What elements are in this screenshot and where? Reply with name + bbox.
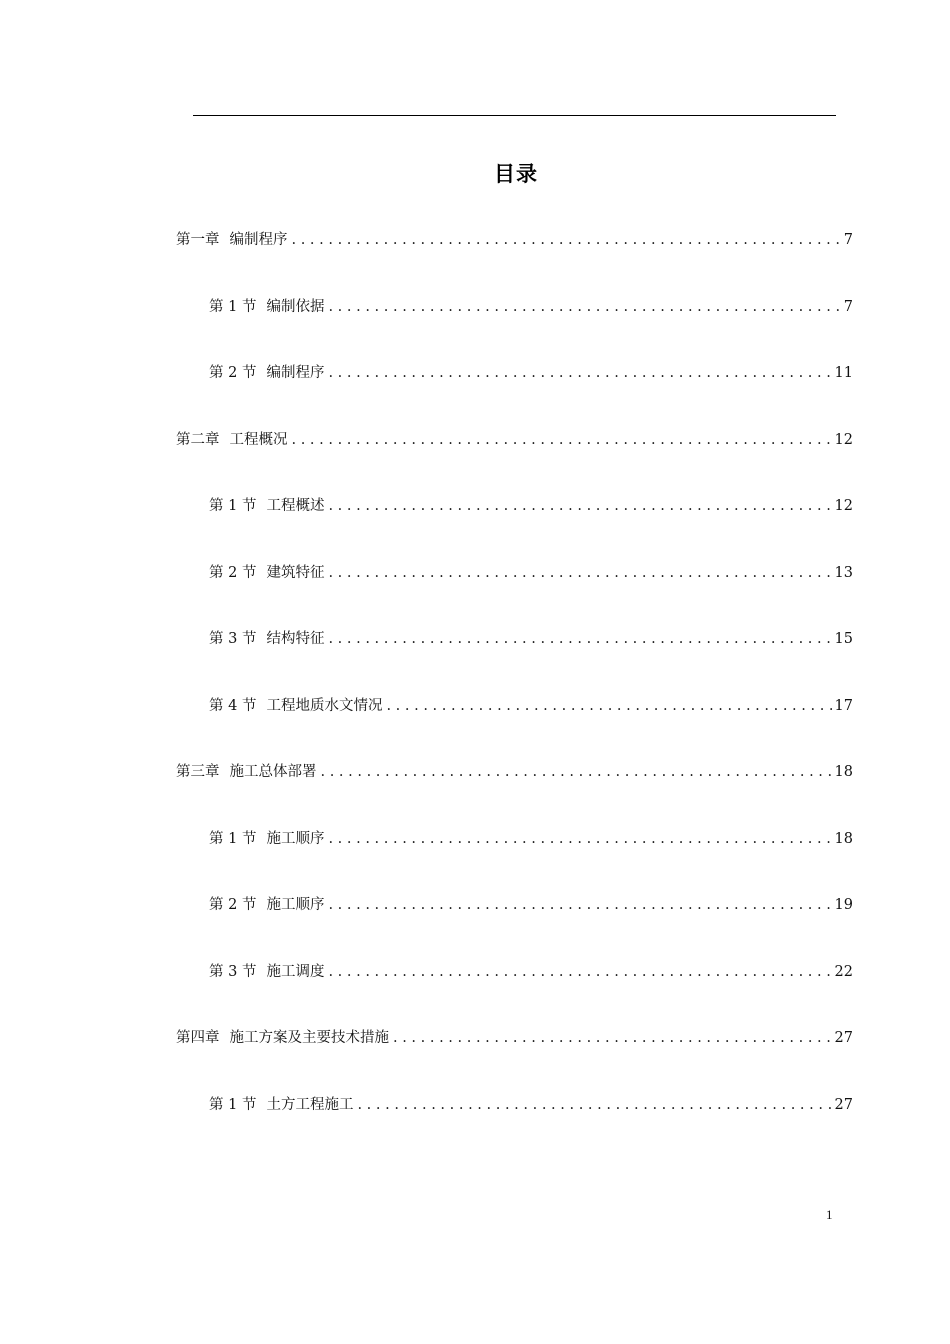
toc-entry-title: 施工调度	[266, 964, 325, 980]
toc-chapter-entry[interactable]	[176, 761, 853, 783]
toc-dot-leader	[292, 229, 841, 251]
toc-section-entry[interactable]	[209, 894, 853, 916]
toc-section-entry[interactable]	[209, 695, 853, 717]
toc-entry-number: 第 1 节	[209, 1097, 257, 1113]
toc-entry-page: 11	[834, 365, 853, 381]
toc-dot-leader	[292, 429, 832, 451]
toc-chapter-entry[interactable]	[176, 1027, 853, 1049]
toc-entry-page: 7	[843, 299, 853, 315]
toc-section-entry[interactable]	[209, 296, 853, 318]
toc-entry-title: 工程概况	[229, 432, 288, 448]
toc-entry-title: 编制程序	[266, 365, 325, 381]
toc-entry-title: 土方工程施工	[266, 1097, 354, 1113]
toc-entry-number: 第 3 节	[209, 631, 257, 647]
toc-dot-leader	[386, 695, 831, 717]
page-title: 目录	[494, 162, 538, 186]
toc-entry-title: 工程地质水文情况	[266, 698, 383, 714]
toc-entry-title: 施工方案及主要技术措施	[229, 1030, 389, 1046]
toc-dot-leader	[357, 1094, 831, 1116]
toc-dot-leader	[328, 562, 831, 584]
toc-dot-leader	[328, 495, 831, 517]
toc-chapter-entry[interactable]	[176, 429, 853, 451]
toc-entry-number: 第 2 节	[209, 897, 257, 913]
toc-entry-page: 7	[843, 232, 853, 248]
toc-entry-page: 19	[834, 897, 853, 913]
toc-section-entry[interactable]	[209, 828, 853, 850]
toc-dot-leader	[328, 362, 831, 384]
toc-entry-page: 22	[834, 964, 853, 980]
toc-entry-title: 建筑特征	[266, 565, 325, 581]
toc-entry-page: 17	[834, 698, 853, 714]
toc-entry-page: 27	[834, 1030, 853, 1046]
toc-dot-leader	[328, 961, 831, 983]
toc-entry-page: 13	[834, 565, 853, 581]
toc-entry-page: 27	[834, 1097, 853, 1113]
toc-dot-leader	[328, 628, 831, 650]
toc-entry-title: 编制程序	[229, 232, 288, 248]
toc-entry-number: 第四章	[176, 1030, 220, 1046]
toc-entry-title: 工程概述	[266, 498, 325, 514]
toc-entry-page: 15	[834, 631, 853, 647]
toc-dot-leader	[321, 761, 832, 783]
toc-entry-number: 第二章	[176, 432, 220, 448]
toc-dot-leader	[328, 296, 840, 318]
toc-entry-number: 第 2 节	[209, 365, 257, 381]
toc-entry-title: 施工总体部署	[229, 764, 317, 780]
toc-entry-number: 第 1 节	[209, 831, 257, 847]
toc-section-entry[interactable]	[209, 628, 853, 650]
toc-section-entry[interactable]	[209, 562, 853, 584]
toc-dot-leader	[328, 828, 831, 850]
toc-entry-title: 结构特征	[266, 631, 325, 647]
toc-entry-number: 第 2 节	[209, 565, 257, 581]
toc-entry-page: 12	[834, 432, 853, 448]
toc-entry-title: 编制依据	[266, 299, 325, 315]
toc-dot-leader	[393, 1027, 832, 1049]
toc-entry-page: 18	[834, 831, 853, 847]
toc-entry-title: 施工顺序	[266, 897, 325, 913]
toc-section-entry[interactable]	[209, 495, 853, 517]
toc-entry-page: 12	[834, 498, 853, 514]
toc-entry-number: 第 4 节	[209, 698, 257, 714]
toc-entry-number: 第 1 节	[209, 498, 257, 514]
page-number: 1	[826, 1207, 833, 1222]
toc-dot-leader	[328, 894, 831, 916]
toc-section-entry[interactable]	[209, 362, 853, 384]
toc-entry-number: 第 3 节	[209, 964, 257, 980]
toc-entry-number: 第一章	[176, 232, 220, 248]
toc-section-entry[interactable]	[209, 961, 853, 983]
toc-section-entry[interactable]	[209, 1094, 853, 1116]
toc-entry-number: 第 1 节	[209, 299, 257, 315]
toc-entry-number: 第三章	[176, 764, 220, 780]
toc-entry-title: 施工顺序	[266, 831, 325, 847]
toc-entry-page: 18	[834, 764, 853, 780]
toc-chapter-entry[interactable]	[176, 229, 853, 251]
